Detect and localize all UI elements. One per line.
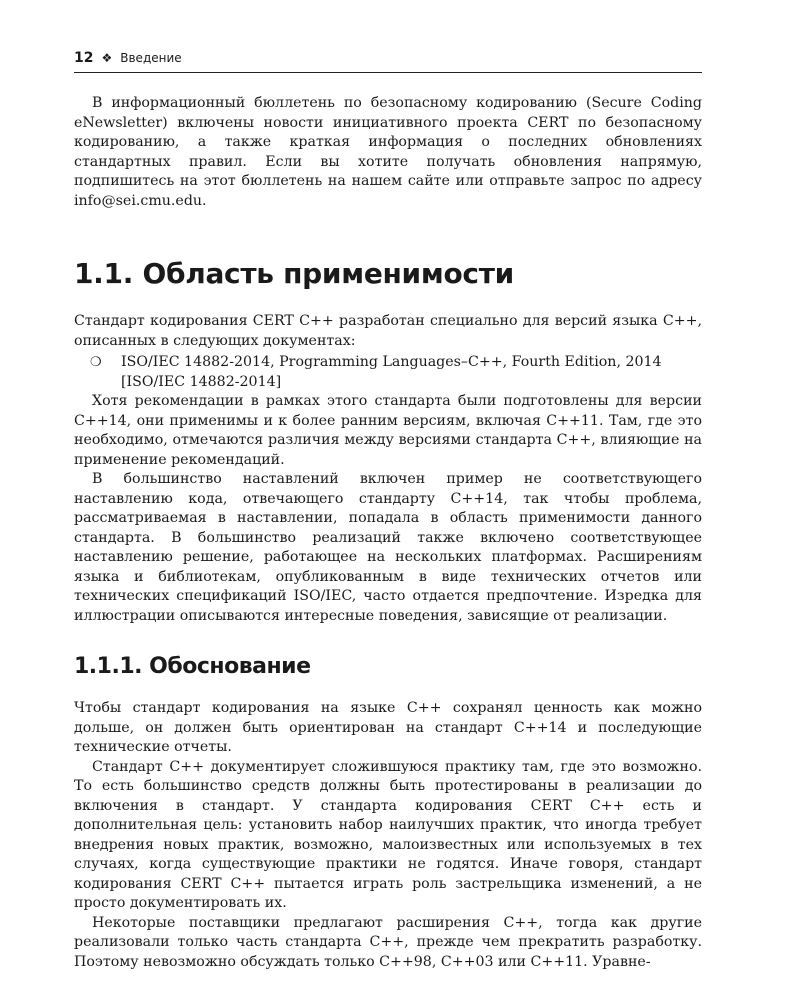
bullet-list: [74, 353, 702, 392]
list-item: [74, 353, 702, 392]
intro-paragraph: В информационный бюллетень по безопасному кодированию (Secure Coding eNewsletter) включены новости инициативного проекта CERT по безопасному кодированию, а также краткая информация о последних обновлениях стандартных правил. Если вы хотите получать обновления напрямую, подпишитесь на этот бюллетень на нашем сайте или отправьте запрос по адресу info@sei.cmu.edu.: [74, 95, 702, 209]
subsection-lead-paragraph: Чтобы стандарт кодирования на языке C++ сохранял ценность как можно дольше, он должен быть ориентирован на стандарт C++14 и последующие технические отчеты.: [74, 700, 702, 755]
subsection-paragraph: Некоторые поставщики предлагают расширения C++, тогда как другие реализовали только часть стандарта C++, прежде чем прекратить разработку. Поэтому невозможно обсуждать только C++98, C++03 или C++11. Уравне-: [74, 914, 702, 970]
section-lead-paragraph: Стандарт кодирования CERT C++ разработан специально для версий языка C++, описанных в следующих документах:: [74, 313, 702, 349]
running-header: [74, 48, 702, 73]
section-heading: 1.1. Область применимости: [74, 257, 514, 290]
chapter-title: Введение: [120, 51, 182, 65]
circle-bullet-icon: ❍: [90, 355, 102, 370]
section-paragraph: Хотя рекомендации в рамках этого стандарта были подготовлены для версии C++14, они применимы и к более ранним версиям, включая C++11. Там, где это необходимо, отмечаются различия между версиями стандарта C++, влияющие на применение рекомендаций.: [74, 393, 702, 468]
book-page: [74, 48, 702, 972]
section-paragraph: В большинство наставлений включен пример не соответствующего наставлению кода, отвечающего стандарту C++14, так чтобы проблема, рассматриваемая в наставлении, попадала в область применимости данного стандарта. В большинство реализаций также включено соответствующее наставлению решение, работающее на нескольких платформах. Расширениям языка и библиотекам, опубликованным в виде технических отчетов или технических спецификаций ISO/IEC, часто отдается предпочтение. Изредка для иллюстрации описываются интересные поведения, зависящие от реализации.: [74, 471, 702, 624]
subsection-heading: 1.1.1. Обоснование: [74, 654, 311, 679]
list-item-text: ISO/IEC 14882-2014, Programming Languages–C++, Fourth Edition, 2014 [ISO/IEC 14882-2014]: [121, 354, 662, 390]
subsection-paragraph: Стандарт C++ документирует сложившуюся практику там, где это возможно. То есть большинство средств должны быть протестированы в реализации до включения в стандарт. У стандарта кодирования CERT C++ есть и дополнительная цель: установить набор наилучших практик, что иногда требует внедрения новых практик, возможно, малоизвестных или используемых в тех случаях, когда существующие практики не годятся. Иначе говоря, стандарт кодирования CERT C++ пытается играть роль застрельщика изменений, а не просто документировать их.: [74, 758, 702, 911]
diamond-ornament-icon: ❖: [101, 51, 113, 65]
page-number: 12: [74, 50, 94, 66]
